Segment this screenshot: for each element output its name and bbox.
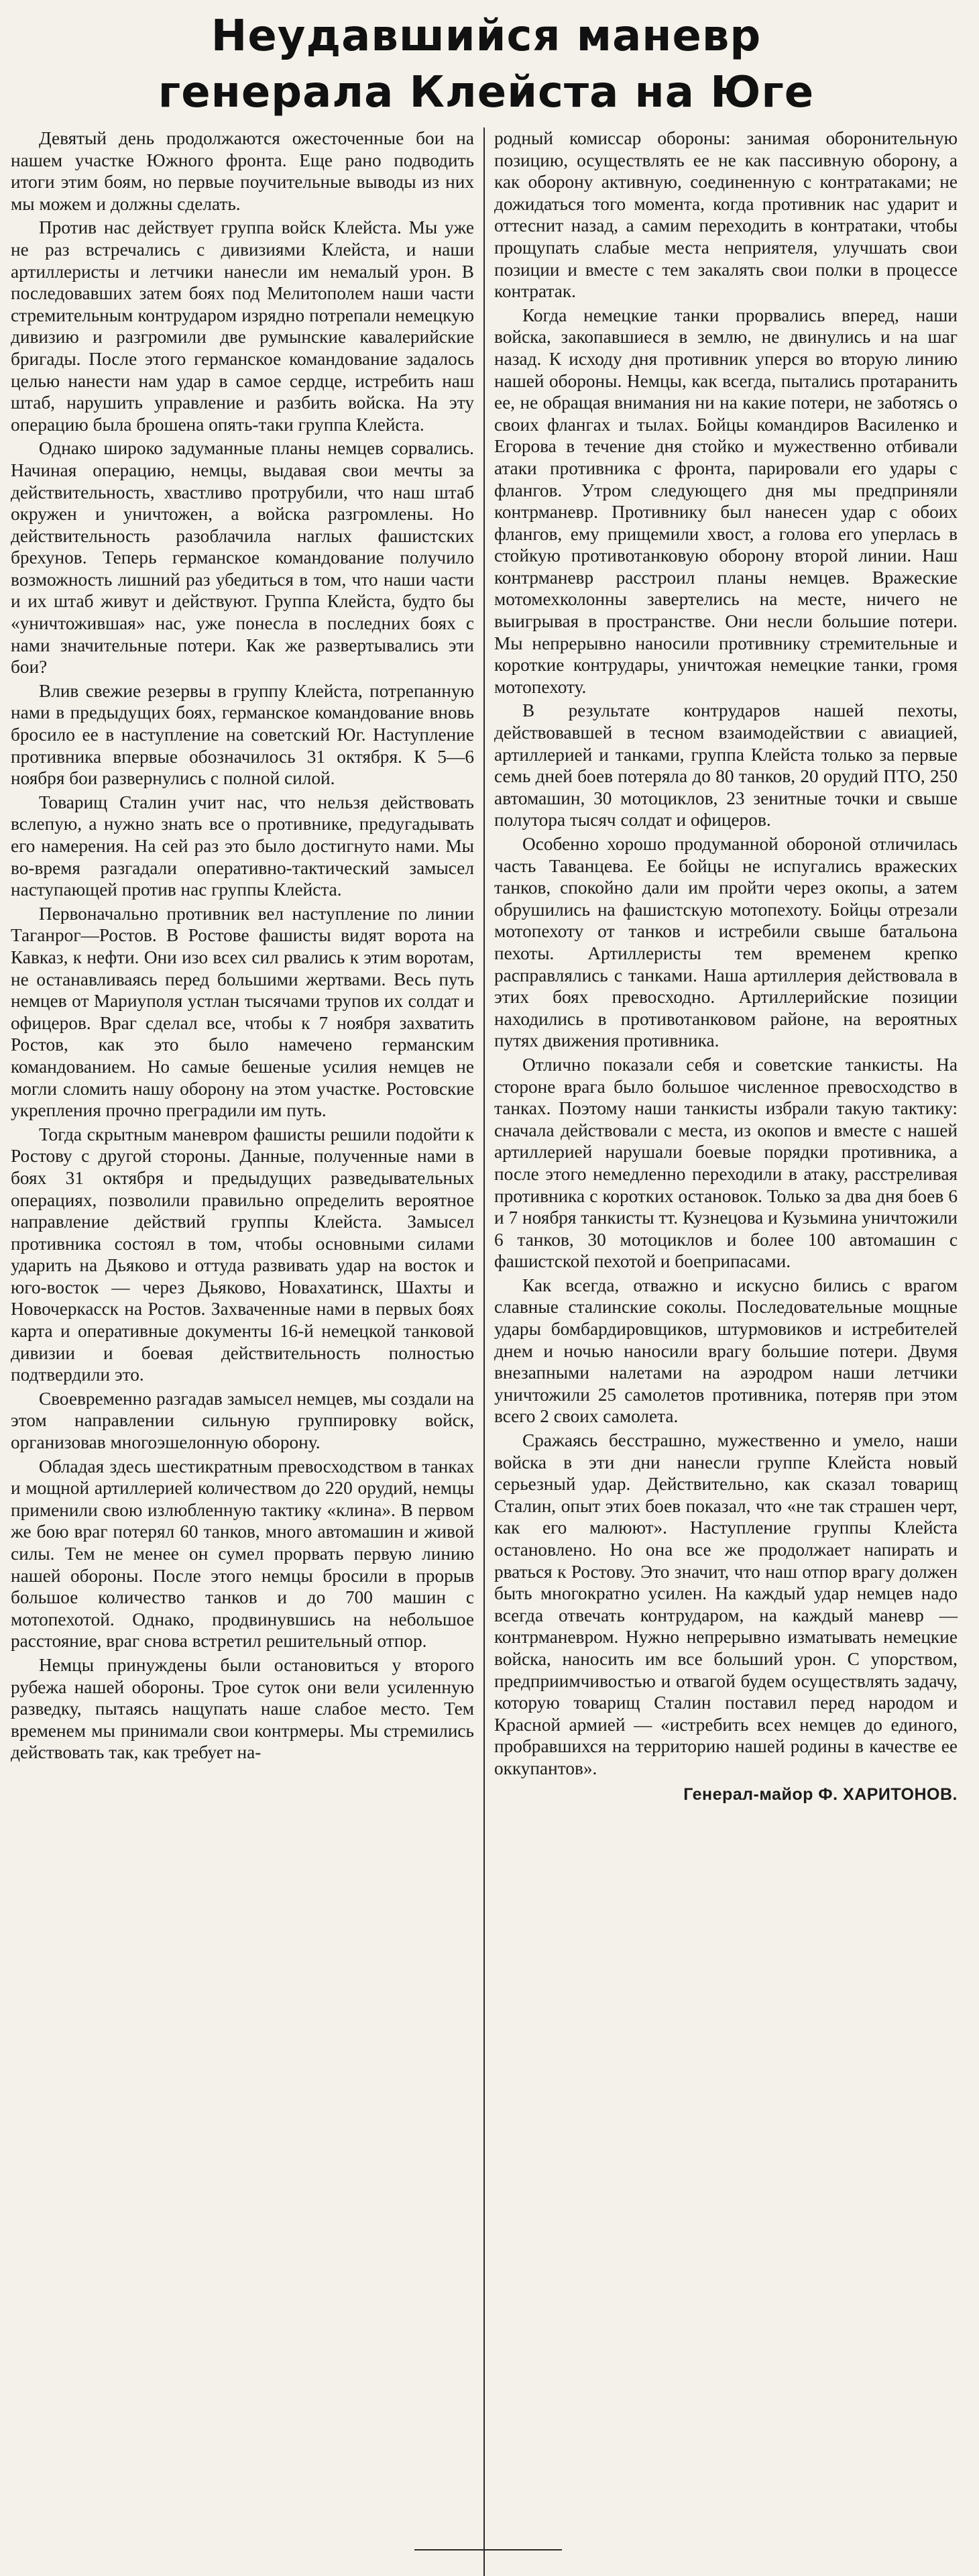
paragraph: Особенно хорошо продуманной обороной отличилась часть Таванцева. Ее бойцы не испугались вражеских танков, спокойно дали им пройти через окопы, а затем обрушились на фашистскую мотопехоту. Бойцы отрезали мотопехоту от танков и истребили свыше батальона пехоты. Артиллеристы тем временем крепко расправлялись с танками. Наша артиллерия действовала в этих боях превосходно. Артиллерийские позиции находились в противотанковом районе, на вероятных путях движения противника. bbox=[494, 834, 958, 1051]
paragraph: Когда немецкие танки прорвались вперед, наши войска, закопавшиеся в землю, не двинулись и на шаг назад. К исходу дня противник уперся во вторую линию нашей обороны. Немцы, как всегда, пытались протаранить ее, не обращая внимания ни на какие потери, не заботясь о своих флангах и тылах. Бойцы командиров Василенко и Егорова в течение дня стойко и мужественно отбивали атаки противника с фронта, парировали его удары с флангов. Утром следующего дня мы предприняли контрманевр. Противнику был нанесен удар с обоих флангов, ему прищемили хвост, а голова его уперлась в стойкую противотанковую оборону второй линии. Наш контрманевр расстроил планы немцев. Вражеские мотомехколонны завертелись на месте, ничего не выигрывая в пространстве. Они несли большие потери. Мы непрерывно наносили противнику стремительные и короткие контрудары, уничтожая немецкие танки, громя мотопехоту. bbox=[494, 305, 958, 697]
paragraph: Как всегда, отважно и искусно бились с врагом славные сталинские соколы. Последовательные мощные удары бомбардировщиков, штурмовиков и истребителей днем и ночью наносили врагу большие потери. Двумя внезапными налетами на аэродром наши летчики уничтожили 25 самолетов противника, потеряв при этом всего 2 своих самолета. bbox=[494, 1275, 958, 1427]
end-rule bbox=[414, 2549, 562, 2551]
paragraph: Сражаясь бесстрашно, мужественно и умело, наши войска в эти дни нанесли группе Клейста новый серьезный удар. Действительно, как сказал товарищ Сталин, опыт этих боев показал, что «не так страшен черт, как его малюют». Наступление группы Клейста остановлено. Но она все же продолжает напирать и рваться к Ростову. Это значит, что наш отпор врагу должен быть многократно усилен. На каждый удар немцев надо всегда отвечать контрударом, на каждый маневр — контрманевром. Нужно непрерывно изматывать немецкие войска, наносить им все больший урон. С упорством, предприимчивостью и отвагой будем осуществлять задачу, которую товарищ Сталин поставил перед народом и Красной армией — «истребить всех немцев до единого, пробравшихся на территорию нашей родины в качестве ее оккупантов». bbox=[494, 1430, 958, 1778]
paragraph: Влив свежие резервы в группу Клейста, потрепанную нами в предыдущих боях, германское командование вновь бросило ее в наступление на советский Юг. Наступление противника впервые обозначилось 31 октября. К 5—6 ноября бои развернулись с полной силой. bbox=[11, 680, 474, 789]
paragraph: В результате контрударов нашей пехоты, действовавшей в тесном взаимодействии с авиацией, артиллерией и танками, группа Клейста только за первые семь дней боев потеряла до 80 танков, 20 орудий ПТО, 250 автомашин, 30 мотоциклов, 23 зенитные точки и свыше полутора тысяч солдат и офицеров. bbox=[494, 700, 958, 830]
paragraph: Тогда скрытным маневром фашисты решили подойти к Ростову с другой стороны. Данные, полученные нами в боях 31 октября и предыдущих разведывательных операциях, позволили правильно определить вероятное направление действий группы Клейста. Замысел противника состоял в том, чтобы основными силами ударить на Дьяково и оттуда развивать удар на восток и юго-восток — через Дьяково, Новахатинск, Шахты и Новочеркасск на Ростов. Захваченные нами в первых боях карта и оперативные документы 16-й немецкой танковой дивизии и боевая действительность полностью подтвердили это. bbox=[11, 1124, 474, 1385]
paragraph: Немцы принуждены были остановиться у второго рубежа нашей обороны. Трое суток они вели усиленную разведку, пытаясь нащупать наше слабое место. Тем временем мы принимали свои контрмеры. Мы стремились действовать так, как требует на- bbox=[11, 1654, 474, 1763]
article-body bbox=[11, 127, 962, 2576]
paragraph: Против нас действует группа войск Клейста. Мы уже не раз встречались с дивизиями Клейста, и наши артиллеристы и летчики нанесли им немалый урон. В последовавших затем боях под Мелитополем наши части стремительным контрударом изрядно потрепали немецкую дивизию и разгромили две румынские кавалерийские бригады. После этого германское командование задалось целью нанести нам удар в самое сердце, истребить наш штаб, нарушить управление и разбить войска. На эту операцию была брошена опять-таки группа Клейста. bbox=[11, 217, 474, 435]
paragraph: родный комиссар обороны: занимая оборонительную позицию, осуществлять ее не как пассивную оборону, а как оборону активную, соединенную с контратаками; не дожидаться того момента, когда противник нас ударит и оттеснит назад, а самим переходить в контратаки, чтобы прощупать слабые места неприятеля, улучшать свои позиции и вместе с тем закалять свои полки в процессе контратак. bbox=[494, 128, 958, 302]
left-column bbox=[11, 127, 483, 2576]
paragraph: Однако широко задуманные планы немцев сорвались. Начиная операцию, немцы, выдавая свои мечты за действительность, хвастливо протрубили, что наш штаб окружен и уничтожен, а войска разгромлены. Но действительность разоблачила наглых фашистских брехунов. Теперь германское командование получило возможность лишний раз убедиться в том, что наши части и их штаб живут и действуют. Группа Клейста, будто бы «уничтожившая» нас, уже понесла в последних боях с нами значительные потери. Как же развертывались эти бои? bbox=[11, 438, 474, 678]
right-column bbox=[485, 127, 958, 2576]
title-line-1: Неудавшийся маневр bbox=[211, 11, 762, 61]
paragraph: Отлично показали себя и советские танкисты. На стороне врага было большое численное превосходство в танках. Поэтому наши танкисты избрали такую тактику: сначала действовали с места, из окопов и вместе с нашей артиллерией нарушали боевые порядки противника, а после этого немедленно переходили в атаку, расстреливая противника с коротких остановок. Только за два дня боев 6 и 7 ноября танкисты тт. Кузнецова и Кузьмина уничтожили 6 танков, 30 мотоциклов и более 100 автомашин с фашистской пехотой и боеприпасами. bbox=[494, 1054, 958, 1272]
title-line-2: генерала Клейста на Юге bbox=[158, 68, 815, 117]
paragraph: Девятый день продолжаются ожесточенные бои на нашем участке Южного фронта. Еще рано подводить итоги этим боям, но первые поучительные выводы из них мы можем и должны сделать. bbox=[11, 128, 474, 214]
paragraph: Своевременно разгадав замысел немцев, мы создали на этом направлении сильную группировку войск, организовав многоэшелонную оборону. bbox=[11, 1388, 474, 1453]
paragraph: Первоначально противник вел наступление по линии Таганрог—Ростов. В Ростове фашисты видят ворота на Кавказ, к нефти. Они изо всех сил рвались к этим воротам, не останавливаясь перед большими жертвами. Весь путь немцев от Мариуполя устлан тысячами трупов их солдат и офицеров. Враг сделал все, чтобы к 7 ноября захватить Ростов, как это было намечено германским командованием. Но самые бешеные усилия немцев не могли сломить нашу оборону на этом участке. Ростовские укрепления прочно преградили им путь. bbox=[11, 903, 474, 1121]
paragraph: Обладая здесь шестикратным превосходством в танках и мощной артиллерией количеством до 220 орудий, немцы применили свою излюбленную тактику «клина». В первом же бою враг потерял 60 танков, много автомашин и живой силы. Тем не менее он сумел прорвать первую линию нашей обороны. После этого немцы бросили в прорыв большое количество танков и до 700 машин с мотопехотой. Однако, продвинувшись на небольшое расстояние, враг снова встретил решительный отпор. bbox=[11, 1456, 474, 1652]
article-title bbox=[11, 8, 962, 121]
paragraph: Товарищ Сталин учит нас, что нельзя действовать вслепую, а нужно знать все о противнике, предугадывать его намерения. На сей раз это было достигнуто нами. Мы во-время разгадали оперативно-тактический замысел наступающей против нас группы Клейста. bbox=[11, 792, 474, 900]
author-signature: Генерал-майор Ф. ХАРИТОНОВ. bbox=[683, 1784, 958, 1804]
